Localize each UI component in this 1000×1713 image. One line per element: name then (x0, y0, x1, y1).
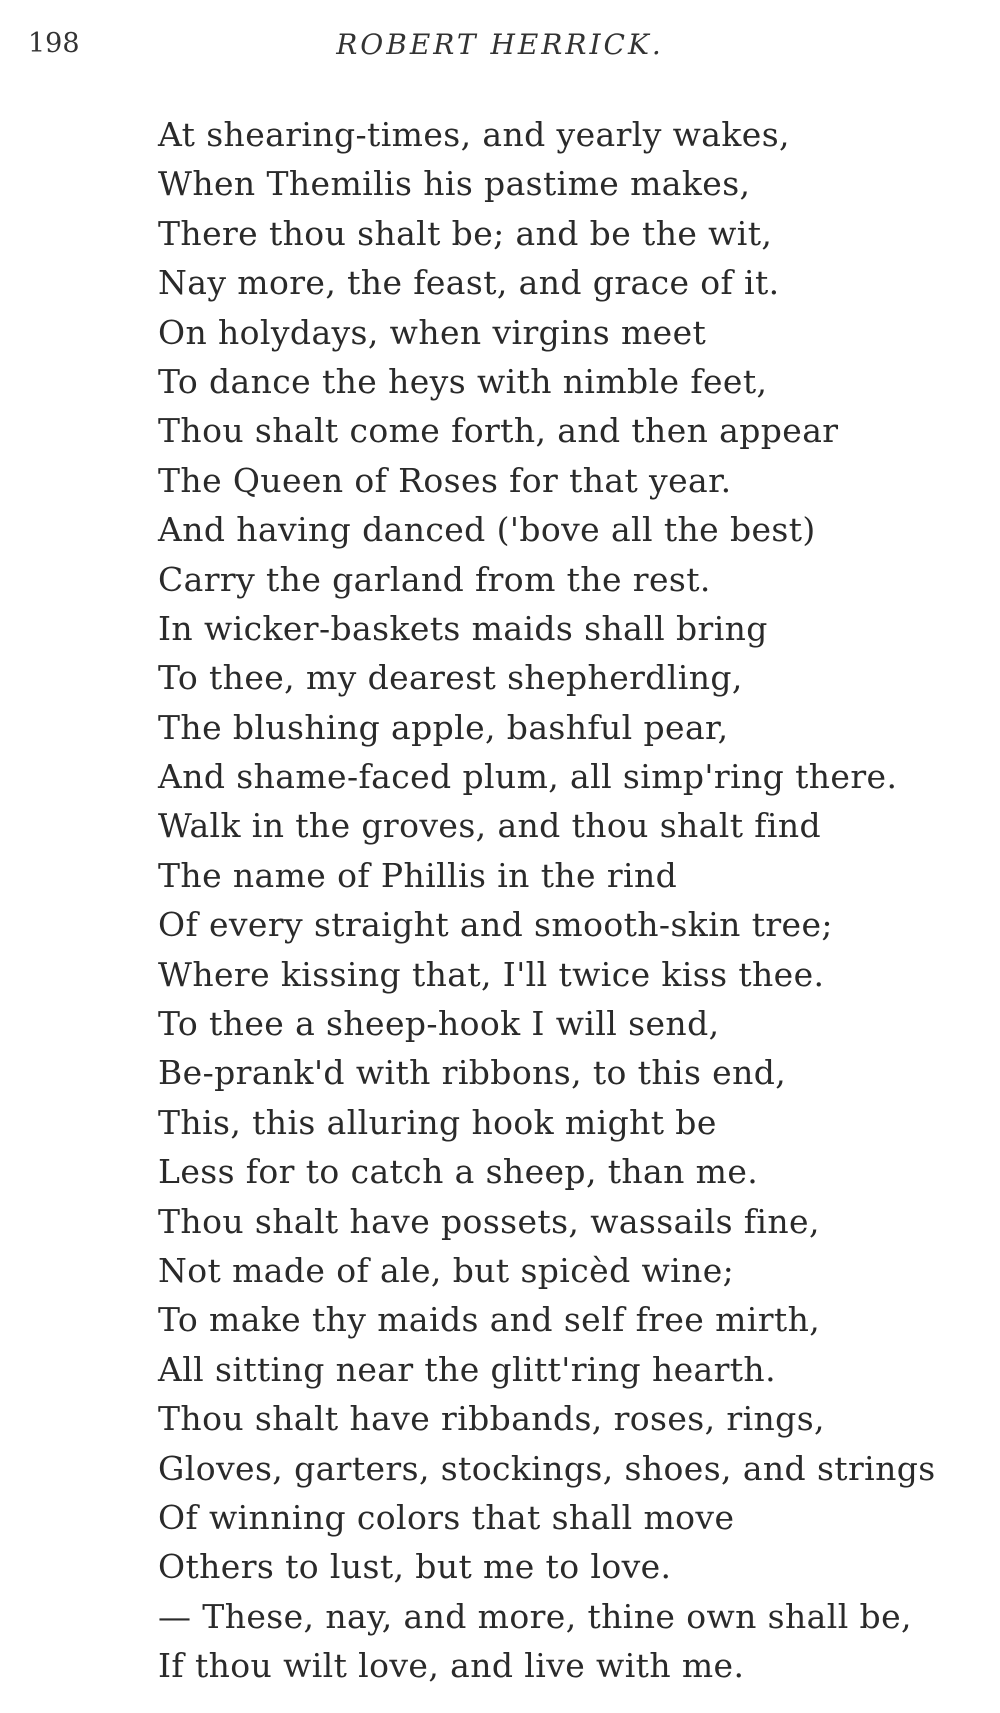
poem-line: Walk in the groves, and thou shalt find (158, 806, 822, 846)
poem-line: All sitting near the glitt'ring hearth. (158, 1349, 776, 1389)
poem-line: The blushing apple, bashful pear, (158, 707, 729, 747)
poem-line: The Queen of Roses for that year. (158, 460, 732, 500)
page-number: 198 (28, 28, 80, 59)
poem-line: Thou shalt have possets, wassails fine, (158, 1201, 820, 1241)
poem-line: When Themilis his pastime makes, (158, 164, 751, 204)
poem-line: In wicker-baskets maids shall bring (158, 608, 768, 648)
poem-line: Thou shalt come forth, and then appear (158, 411, 839, 451)
poem-line: To thee, my dearest shepherdling, (158, 658, 743, 698)
poem-line: To dance the heys with nimble feet, (158, 361, 768, 401)
poem-line: To thee a sheep-hook I will send, (158, 1004, 720, 1044)
poem-line: At shearing-times, and yearly wakes, (158, 115, 790, 154)
poem-line: On holydays, when virgins meet (158, 312, 707, 352)
poem-line: Less for to catch a sheep, than me. (158, 1152, 759, 1192)
poem-line: Not made of ale, but spicèd wine; (158, 1250, 735, 1290)
poem-body (158, 110, 936, 1691)
poem-line: And having danced ('bove all the best) (158, 510, 816, 550)
poem-line: There thou shalt be; and be the wit, (158, 213, 773, 253)
poem-line: The name of Phillis in the rind (158, 855, 678, 895)
poem-line: Gloves, garters, stockings, shoes, and strings (158, 1448, 936, 1488)
poem-line: Of every straight and smooth-skin tree; (158, 905, 833, 945)
poem-line: If thou wilt love, and live with me. (158, 1646, 745, 1686)
poem-line: — These, nay, and more, thine own shall be, (158, 1596, 912, 1636)
poem-line: Carry the garland from the rest. (158, 559, 711, 599)
poem-line: Where kissing that, I'll twice kiss thee. (158, 954, 825, 994)
poem-line: And shame-faced plum, all simp'ring there. (158, 757, 898, 797)
running-title: ROBERT HERRICK. (336, 28, 664, 61)
poem-line: Nay more, the feast, and grace of it. (158, 263, 780, 303)
poem-line: Of winning colors that shall move (158, 1497, 735, 1537)
poem-line: This, this alluring hook might be (158, 1102, 717, 1142)
poem-line: Others to lust, but me to love. (158, 1547, 672, 1587)
poem-line: Thou shalt have ribbands, roses, rings, (158, 1399, 825, 1439)
poem-line: To make thy maids and self free mirth, (158, 1300, 821, 1340)
poem-line: Be-prank'd with ribbons, to this end, (158, 1053, 787, 1093)
